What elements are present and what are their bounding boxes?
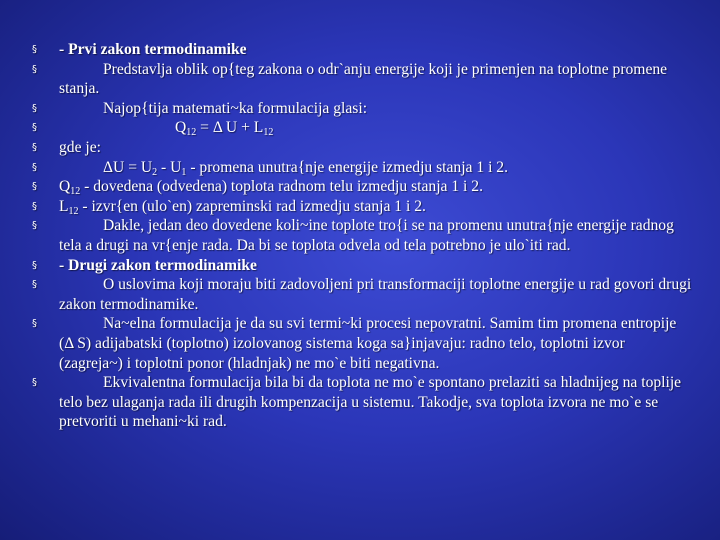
paragraph-text: Dakle, jedan deo dovedene koli~ine toplote tro{i se na promenu unutra{nje energije radnog tela a drugi na vr{enje rada. Da bi se toplota odvela od tela potrebno je ulo`iti rad.: [59, 217, 674, 254]
list-item: [32, 256, 692, 276]
paragraph-text: Predstavlja oblik op{teg zakona o odr`anju energije koji je primenjen na toplotne promene stanja.: [59, 60, 668, 98]
bullet-icon: §: [32, 161, 37, 173]
list-item: [32, 138, 692, 158]
l-term: L: [59, 197, 69, 215]
formula-equation: = Δ U + L: [196, 119, 264, 137]
section-heading: - Drugi zakon termodinamike: [59, 256, 257, 274]
definition-text: - dovedena (odvedena) toplota radnom telu izmedju stanja 1 i 2.: [80, 178, 483, 196]
list-item: [32, 40, 692, 60]
paragraph-text: gde je:: [59, 138, 101, 156]
paragraph-text: Najop{tija matemati~ka formulacija glasi:: [103, 99, 368, 117]
formula-l-subscript: 12: [263, 127, 274, 139]
list-item: [32, 60, 692, 99]
l-subscript: 12: [68, 205, 79, 217]
list-item: [32, 177, 692, 197]
list-item: [32, 216, 692, 255]
definition-text: - promena unutra{nje energije izmedju stanja 1 i 2.: [186, 158, 508, 176]
paragraph-text: Ekvivalentna formulacija bila bi da toplota ne mo`e spontano prelaziti sa hladnijeg na toplije telo bez ulaganja rada ili drugih kompenzacija u sistemu. Takodje, sva toplota izvora ne mo`e se pretvoriti u mehani~ki rad.: [59, 374, 682, 431]
bullet-icon: §: [32, 377, 37, 389]
bullet-icon: §: [32, 44, 37, 55]
list-item: [32, 314, 692, 373]
list-item: [32, 197, 692, 217]
bullet-icon: §: [32, 122, 37, 134]
bullet-icon: §: [32, 141, 37, 153]
paragraph-text: Na~elna formulacija je da su svi termi~ki procesi nepovratni. Samim tim promena entropije (Δ S) adijabatski (toplotno) izolovanog sistema koga sa}injavaju: radno telo, toplotni izvor (zagreja~) i toplotni ponor (hladnjak) ne mo`e biti negativna.: [59, 315, 677, 372]
formula-q-subscript: 12: [186, 127, 197, 139]
bullet-icon: §: [32, 181, 37, 193]
formula-q: Q: [175, 119, 187, 137]
paragraph-text: O uslovima koji moraju biti zadovoljeni pri transformaciji toplotne energije u rad govori drugi zakon termodinamike.: [59, 276, 692, 313]
formula-item: [32, 118, 692, 138]
definition-text: - izvr{en (ulo`en) zapreminski rad izmedju stanja 1 i 2.: [78, 197, 426, 215]
q-subscript: 12: [70, 186, 81, 198]
list-item: [32, 99, 692, 119]
list-item: [32, 275, 692, 314]
bullet-icon: §: [32, 259, 37, 271]
minus-u-term: - U: [157, 158, 182, 176]
bullet-icon: §: [32, 63, 37, 75]
delta-u-term: ΔU = U: [103, 158, 153, 176]
q-term: Q: [59, 178, 71, 196]
bullet-icon: §: [32, 220, 37, 232]
slide-content: [32, 40, 692, 432]
list-item: [32, 373, 692, 432]
u2-subscript: 2: [152, 166, 158, 178]
bullet-icon: §: [32, 200, 37, 212]
section-heading: - Prvi zakon termodinamike: [59, 41, 247, 58]
u1-subscript: 1: [181, 166, 187, 178]
bullet-icon: §: [32, 102, 37, 114]
list-item: [32, 158, 692, 178]
bullet-icon: §: [32, 279, 37, 291]
bullet-icon: §: [32, 318, 37, 330]
